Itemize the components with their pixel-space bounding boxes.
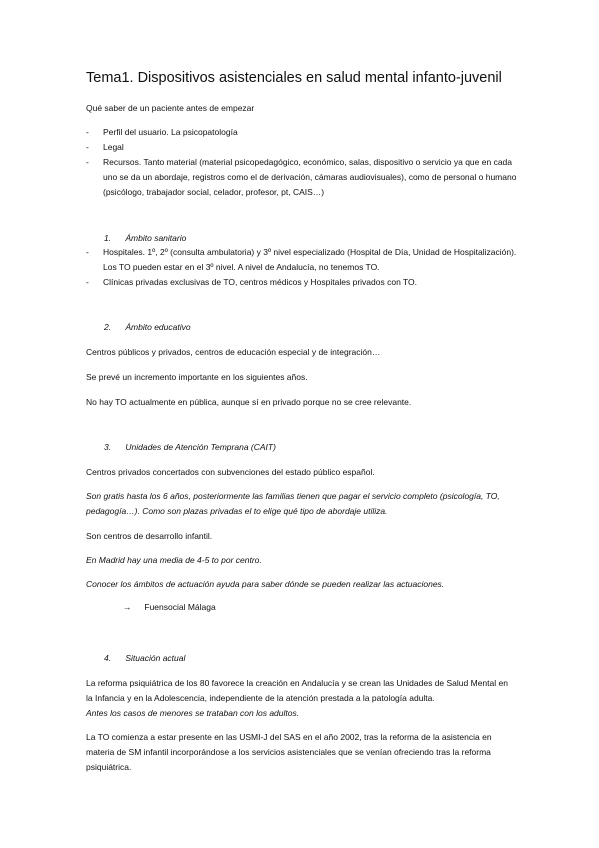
section-title: Unidades de Atención Temprana (CAIT) (125, 442, 276, 452)
paragraph: No hay TO actualmente en pública, aunque sí en privado porque no se cree relevante. (86, 397, 412, 407)
section-number: 2. (104, 322, 112, 332)
section-title: Ámbito educativo (125, 322, 191, 332)
section-heading-2 (104, 322, 191, 332)
paragraph: Se prevé un incremento importante en los siguientes años. (86, 372, 308, 382)
arrow-item (123, 602, 216, 612)
paragraph: La reforma psiquiátrica de los 80 favorece la creación en Andalucía y se crean las Unidades de Salud Mental en la Infancia y en la Adolescencia, independiente de la atención prestada a la patología adulta. (86, 678, 508, 703)
section-number: 1. (104, 233, 112, 243)
paragraph-italic: Antes los casos de menores se trataban con los adultos. (86, 708, 300, 718)
list-item (86, 275, 526, 290)
page-title: Tema1. Dispositivos asistenciales en salud mental infanto-juvenil (86, 70, 502, 86)
paragraph: Centros privados concertados con subvenciones del estado público español. (86, 467, 375, 477)
paragraph: Son centros de desarrollo infantil. (86, 531, 213, 541)
arrow-item-text: Fuensocial Málaga (144, 602, 216, 612)
bullet-dash: - (86, 127, 89, 137)
section-number: 3. (104, 442, 112, 452)
list-item-text: Clínicas privadas exclusivas de TO, centros médicos y Hospitales privados con TO. (103, 277, 418, 287)
section-heading-1 (104, 233, 186, 243)
section-heading-4 (104, 653, 185, 663)
list-item-text: Hospitales. 1º, 2º (consulta ambulatoria) y 3º nivel especializado (Hospital de Día, Unidad de Hospitalización). Los TO pueden estar en el 3º nivel. A nivel de Andalucía, no tenemos TO. (103, 247, 517, 272)
bullet-dash: - (86, 157, 89, 167)
list-item-text: Recursos. Tanto material (material psicopedagógico, económico, salas, dispositivo o servicio ya que en cada uno se da un abordaje, registros como el de derivación, cámaras audiovisuales), como de personal o humano (psicólogo, trabajador social, celador, profesor, pt, CAIS…) (103, 157, 517, 197)
list-item (86, 140, 526, 155)
list-item (86, 155, 526, 200)
paragraph-italic: Conocer los ámbitos de actuación ayuda para saber dónde se pueden realizar las actuaciones. (86, 579, 445, 589)
list-item (86, 245, 526, 275)
bullet-dash: - (86, 247, 89, 257)
section-title: Situación actual (125, 653, 186, 663)
section-title: Ámbito sanitario (125, 233, 187, 243)
bullet-dash: - (86, 277, 89, 287)
paragraph-italic: Son gratis hasta los 6 años, posteriormente las familias tienen que pagar el servicio completo (psicología, TO, pedagogía…). Como son plazas privadas el to elige qué tipo de abordaje utiliza. (86, 491, 500, 516)
paragraph: Centros públicos y privados, centros de educación especial y de integración… (86, 347, 381, 357)
list-item-text: Perfil del usuario. La psicopatología (103, 127, 238, 137)
right-arrow-icon: → (123, 602, 132, 612)
section-heading-3 (104, 442, 276, 452)
list-item (86, 125, 526, 140)
bullet-dash: - (86, 142, 89, 152)
section-number: 4. (104, 653, 112, 663)
intro-question: Qué saber de un paciente antes de empezar (86, 103, 255, 113)
paragraph-italic: En Madrid hay una media de 4-5 to por centro. (86, 555, 262, 565)
list-item-text: Legal (103, 142, 124, 152)
paragraph: La TO comienza a estar presente en las USMI-J del SAS en el año 2002, tras la reforma de la asistencia en materia de SM infantil incorporándose a los servicios asistenciales que se venían ofreciendo tras la reforma psiquiátrica. (86, 732, 492, 772)
